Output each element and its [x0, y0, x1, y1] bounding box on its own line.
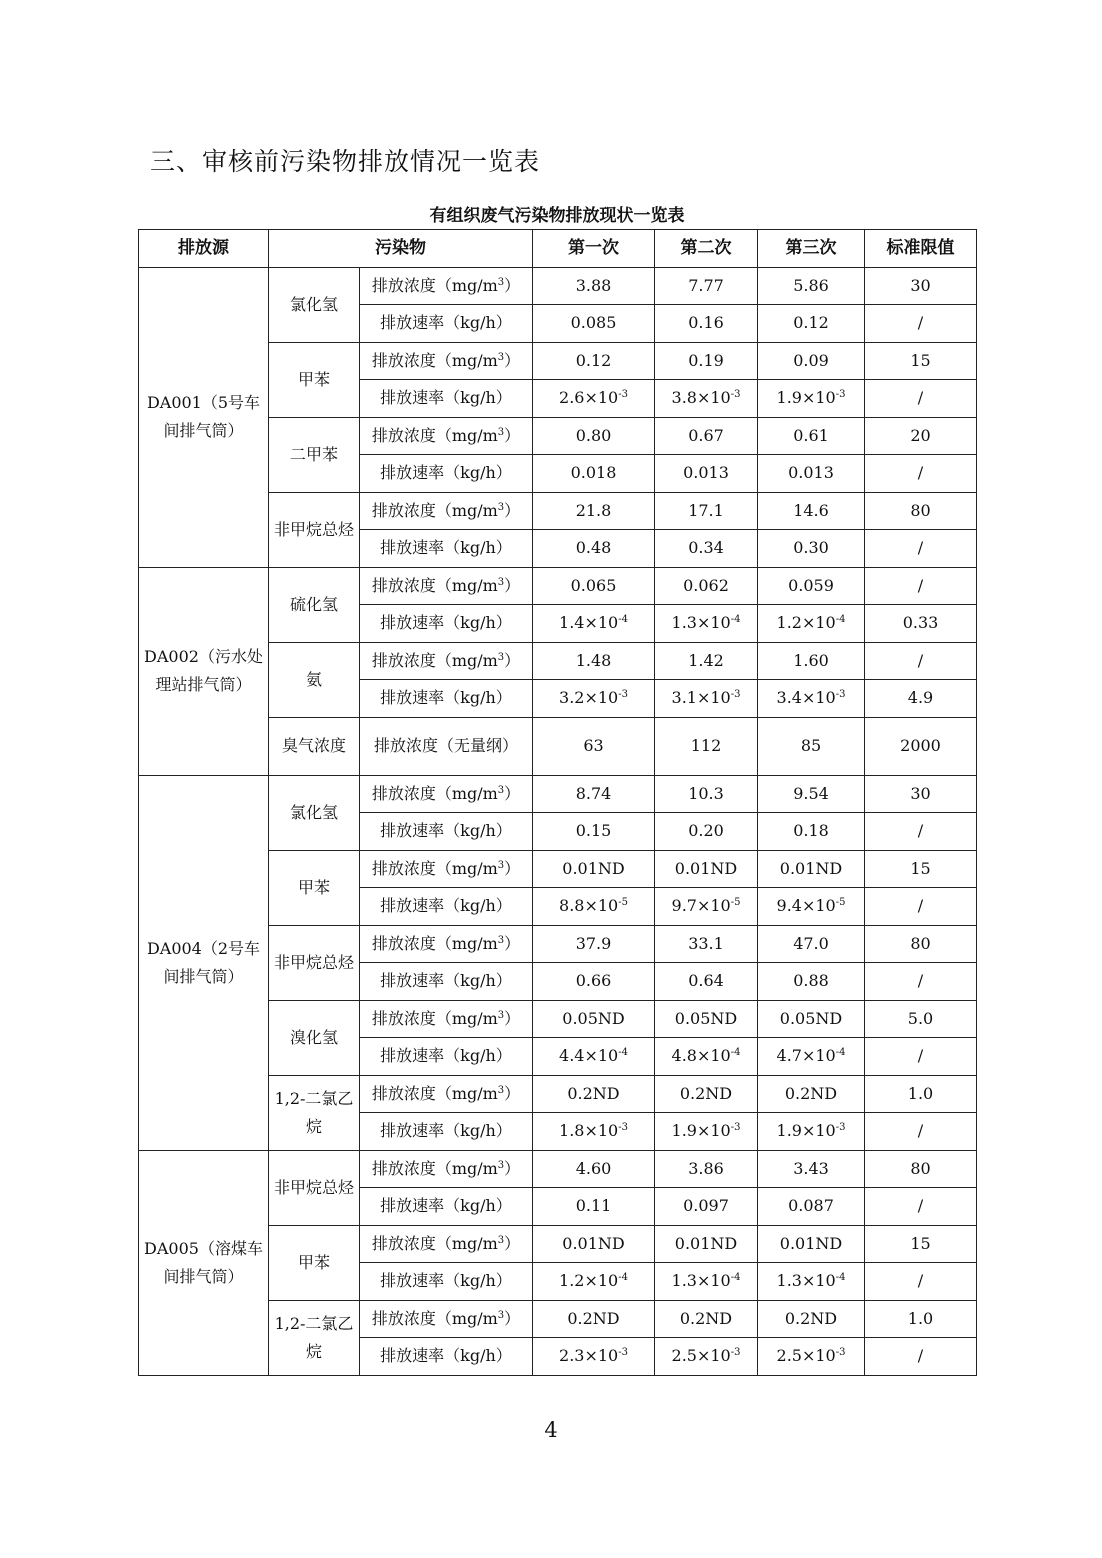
value-first: 0.12 [533, 342, 655, 380]
metric-rate: 排放速率（kg/h） [360, 1113, 533, 1151]
value-second: 0.67 [655, 417, 758, 455]
value-second: $1.3\times 10^{-4}$ [655, 1263, 758, 1301]
value-third: 0.12 [758, 305, 865, 343]
value-third: 0.2ND [758, 1300, 865, 1338]
pollutant-cell: 氯化氢 [269, 267, 360, 342]
value-second: $3.1\times 10^{-3}$ [655, 680, 758, 718]
value-first: 0.05ND [533, 1000, 655, 1038]
table-body [139, 267, 977, 1375]
value-first: 0.018 [533, 455, 655, 493]
pollutant-cell: 1,2-二氯乙烷 [269, 1300, 360, 1375]
metric-concentration: 排放浓度$(mg/m^3)$ [360, 1000, 533, 1038]
value-third: 0.09 [758, 342, 865, 380]
value-limit: / [865, 1338, 977, 1376]
value-first: 0.15 [533, 813, 655, 851]
value-second: $9.7\times 10^{-5}$ [655, 888, 758, 926]
pollutant-cell: 氨 [269, 642, 360, 717]
value-second: 10.3 [655, 775, 758, 813]
metric-rate: 排放速率（kg/h） [360, 455, 533, 493]
value-third: 1.60 [758, 642, 865, 680]
value-limit: / [865, 305, 977, 343]
metric-rate: 排放速率（kg/h） [360, 680, 533, 718]
value-limit: 2000 [865, 717, 977, 775]
value-second: 0.062 [655, 567, 758, 605]
header-pollutant: 污染物 [269, 230, 533, 268]
value-second: $4.8\times 10^{-4}$ [655, 1038, 758, 1076]
value-first: 37.9 [533, 925, 655, 963]
value-second: 1.42 [655, 642, 758, 680]
value-limit: / [865, 530, 977, 568]
value-limit: 15 [865, 1225, 977, 1263]
value-first: 3.88 [533, 267, 655, 305]
value-third: $2.5\times 10^{-3}$ [758, 1338, 865, 1376]
table-caption: 有组织废气污染物排放现状一览表 [429, 206, 685, 226]
source-cell: DA005（溶煤车间排气筒） [139, 1150, 269, 1375]
value-second: 0.19 [655, 342, 758, 380]
value-first: $1.4\times 10^{-4}$ [533, 605, 655, 643]
metric-concentration: 排放浓度$(mg/m^3)$ [360, 1150, 533, 1188]
value-limit: / [865, 963, 977, 1001]
metric-concentration: 排放浓度$(mg/m^3)$ [360, 850, 533, 888]
value-second: $3.8\times 10^{-3}$ [655, 380, 758, 418]
value-second: 0.20 [655, 813, 758, 851]
value-second: 17.1 [655, 492, 758, 530]
metric-rate: 排放速率（kg/h） [360, 380, 533, 418]
metric-rate: 排放速率（kg/h） [360, 813, 533, 851]
page-number: 4 [544, 1418, 558, 1442]
value-second: 0.64 [655, 963, 758, 1001]
value-third: 9.54 [758, 775, 865, 813]
value-second: 3.86 [655, 1150, 758, 1188]
value-first: $2.6\times 10^{-3}$ [533, 380, 655, 418]
value-first: 0.11 [533, 1188, 655, 1226]
value-limit: / [865, 1113, 977, 1151]
value-second: $2.5\times 10^{-3}$ [655, 1338, 758, 1376]
value-limit: / [865, 1263, 977, 1301]
value-limit: 5.0 [865, 1000, 977, 1038]
value-third: 0.2ND [758, 1075, 865, 1113]
value-limit: 30 [865, 267, 977, 305]
value-limit: 15 [865, 850, 977, 888]
metric-concentration: 排放浓度$(mg/m^3)$ [360, 267, 533, 305]
value-limit: 20 [865, 417, 977, 455]
table-row [139, 567, 977, 605]
value-third: 0.01ND [758, 1225, 865, 1263]
metric-rate: 排放速率（kg/h） [360, 1188, 533, 1226]
header-first: 第一次 [533, 230, 655, 268]
value-limit: / [865, 567, 977, 605]
value-second: 0.16 [655, 305, 758, 343]
value-limit: 1.0 [865, 1300, 977, 1338]
emissions-table [138, 229, 977, 1376]
value-limit: 30 [865, 775, 977, 813]
value-first: $8.8\times 10^{-5}$ [533, 888, 655, 926]
source-cell: DA004（2号车间排气筒） [139, 775, 269, 1150]
metric-concentration: 排放浓度$(mg/m^3)$ [360, 925, 533, 963]
value-first: 21.8 [533, 492, 655, 530]
value-first: $3.2\times 10^{-3}$ [533, 680, 655, 718]
value-first: $4.4\times 10^{-4}$ [533, 1038, 655, 1076]
pollutant-cell: 氯化氢 [269, 775, 360, 850]
metric-concentration: 排放浓度$(mg/m^3)$ [360, 492, 533, 530]
pollutant-cell: 二甲苯 [269, 417, 360, 492]
value-second: 0.05ND [655, 1000, 758, 1038]
metric-concentration: 排放浓度$(mg/m^3)$ [360, 1300, 533, 1338]
value-second: 112 [655, 717, 758, 775]
value-second: 0.2ND [655, 1075, 758, 1113]
header-limit: 标准限值 [865, 230, 977, 268]
metric-rate: 排放速率（kg/h） [360, 1263, 533, 1301]
value-first: 4.60 [533, 1150, 655, 1188]
value-second: 0.01ND [655, 850, 758, 888]
metric-concentration: 排放浓度$(mg/m^3)$ [360, 1225, 533, 1263]
section-title: 三、审核前污染物排放情况一览表 [150, 147, 541, 176]
value-third: $1.9\times 10^{-3}$ [758, 1113, 865, 1151]
value-third: 5.86 [758, 267, 865, 305]
header-third: 第三次 [758, 230, 865, 268]
value-third: 85 [758, 717, 865, 775]
value-limit: / [865, 813, 977, 851]
metric-concentration: 排放浓度$(mg/m^3)$ [360, 775, 533, 813]
table-row [139, 267, 977, 305]
value-third: 0.88 [758, 963, 865, 1001]
value-second: 0.01ND [655, 1225, 758, 1263]
value-limit: 4.9 [865, 680, 977, 718]
value-second: 0.097 [655, 1188, 758, 1226]
pollutant-cell: 非甲烷总烃 [269, 925, 360, 1000]
value-limit: / [865, 1188, 977, 1226]
source-cell: DA002（污水处理站排气筒） [139, 567, 269, 775]
header-row [139, 230, 977, 268]
value-limit: / [865, 1038, 977, 1076]
value-second: 7.77 [655, 267, 758, 305]
metric-rate: 排放速率（kg/h） [360, 888, 533, 926]
value-limit: / [865, 888, 977, 926]
value-first: 1.48 [533, 642, 655, 680]
value-first: $1.2\times 10^{-4}$ [533, 1263, 655, 1301]
metric-rate: 排放速率（kg/h） [360, 963, 533, 1001]
pollutant-cell: 非甲烷总烃 [269, 492, 360, 567]
pollutant-cell: 1,2-二氯乙烷 [269, 1075, 360, 1150]
pollutant-cell: 甲苯 [269, 850, 360, 925]
value-third: 0.05ND [758, 1000, 865, 1038]
metric-concentration: 排放浓度$(mg/m^3)$ [360, 342, 533, 380]
table-row [139, 775, 977, 813]
value-first: 0.2ND [533, 1300, 655, 1338]
value-limit: / [865, 380, 977, 418]
value-first: $2.3\times 10^{-3}$ [533, 1338, 655, 1376]
value-limit: / [865, 642, 977, 680]
value-second: $1.9\times 10^{-3}$ [655, 1113, 758, 1151]
value-limit: 80 [865, 492, 977, 530]
value-limit: 0.33 [865, 605, 977, 643]
value-third: $1.2\times 10^{-4}$ [758, 605, 865, 643]
value-third: $3.4\times 10^{-3}$ [758, 680, 865, 718]
value-first: 0.80 [533, 417, 655, 455]
value-first: 0.48 [533, 530, 655, 568]
value-third: 0.18 [758, 813, 865, 851]
value-third: $9.4\times 10^{-5}$ [758, 888, 865, 926]
value-first: $1.8\times 10^{-3}$ [533, 1113, 655, 1151]
table-row [139, 1150, 977, 1188]
value-first: 0.065 [533, 567, 655, 605]
value-third: 0.013 [758, 455, 865, 493]
pollutant-cell: 溴化氢 [269, 1000, 360, 1075]
value-third: 0.059 [758, 567, 865, 605]
value-second: 0.013 [655, 455, 758, 493]
value-first: 63 [533, 717, 655, 775]
metric-rate: 排放速率（kg/h） [360, 1338, 533, 1376]
value-second: 0.34 [655, 530, 758, 568]
value-limit: 80 [865, 1150, 977, 1188]
pollutant-cell: 甲苯 [269, 1225, 360, 1300]
value-third: 3.43 [758, 1150, 865, 1188]
pollutant-cell: 非甲烷总烃 [269, 1150, 360, 1225]
value-first: 0.2ND [533, 1075, 655, 1113]
metric-concentration: 排放浓度$(mg/m^3)$ [360, 567, 533, 605]
pollutant-cell: 臭气浓度 [269, 717, 360, 775]
value-third: 0.01ND [758, 850, 865, 888]
value-third: $1.9\times 10^{-3}$ [758, 380, 865, 418]
value-third: $1.3\times 10^{-4}$ [758, 1263, 865, 1301]
value-third: 14.6 [758, 492, 865, 530]
pollutant-cell: 甲苯 [269, 342, 360, 417]
header-source: 排放源 [139, 230, 269, 268]
metric-rate: 排放速率（kg/h） [360, 305, 533, 343]
metric-concentration: 排放浓度（无量纲） [360, 717, 533, 775]
value-second: $1.3\times 10^{-4}$ [655, 605, 758, 643]
metric-concentration: 排放浓度$(mg/m^3)$ [360, 642, 533, 680]
value-third: 0.30 [758, 530, 865, 568]
value-first: 0.01ND [533, 1225, 655, 1263]
value-third: 0.61 [758, 417, 865, 455]
metric-rate: 排放速率（kg/h） [360, 1038, 533, 1076]
value-third: 0.087 [758, 1188, 865, 1226]
value-third: 47.0 [758, 925, 865, 963]
value-first: 8.74 [533, 775, 655, 813]
metric-rate: 排放速率（kg/h） [360, 605, 533, 643]
value-second: 0.2ND [655, 1300, 758, 1338]
value-limit: 80 [865, 925, 977, 963]
value-limit: / [865, 455, 977, 493]
value-third: $4.7\times 10^{-4}$ [758, 1038, 865, 1076]
metric-concentration: 排放浓度$(mg/m^3)$ [360, 1075, 533, 1113]
value-first: 0.66 [533, 963, 655, 1001]
value-limit: 15 [865, 342, 977, 380]
pollutant-cell: 硫化氢 [269, 567, 360, 642]
source-cell: DA001（5号车间排气筒） [139, 267, 269, 567]
header-second: 第二次 [655, 230, 758, 268]
value-second: 33.1 [655, 925, 758, 963]
value-first: 0.085 [533, 305, 655, 343]
value-first: 0.01ND [533, 850, 655, 888]
value-limit: 1.0 [865, 1075, 977, 1113]
metric-rate: 排放速率（kg/h） [360, 530, 533, 568]
metric-concentration: 排放浓度$(mg/m^3)$ [360, 417, 533, 455]
